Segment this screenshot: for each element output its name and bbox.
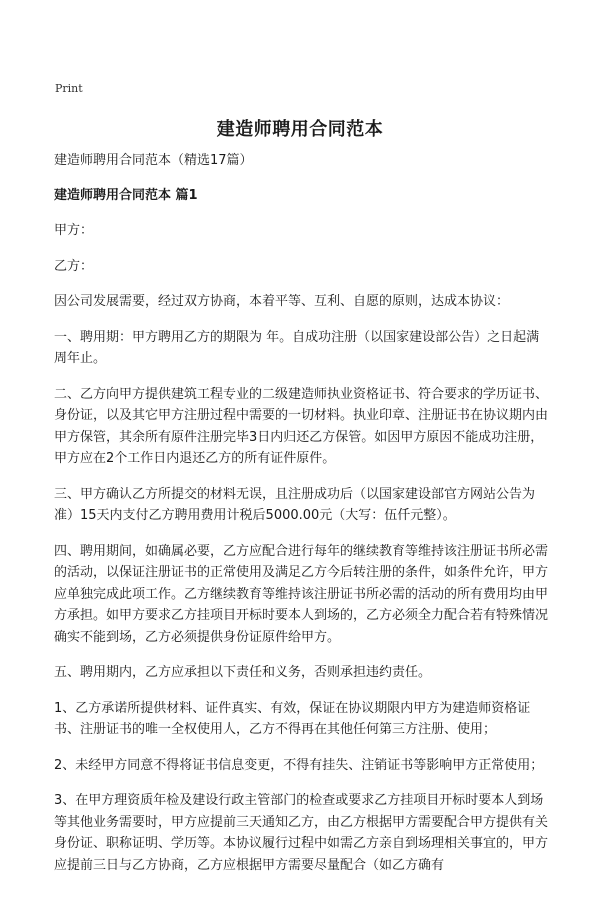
- clause-5-paragraph: 五、聘用期内，乙方应承担以下责任和义务，否则承担违约责任。: [54, 665, 432, 680]
- clause-4-paragraph: 四、聘用期间，如确属必要，乙方应配合进行每年的继续教育等维持该注册证书所必需的活动，以保证注册证书的正常使用及满足乙方今后转注册的条件，如条件允许，甲方应单独完成此项工作。乙方继续教育等维持该注册证书所必需的活动的所有费用均由甲方承担。如甲方要求乙方挂项目开标时要本人到场的，乙方必须全力配合若有特殊情况确实不能到场，乙方必须提供身份证原件给甲方。: [54, 543, 549, 645]
- party-b-line: 乙方：: [54, 258, 94, 274]
- print-label: Print: [55, 82, 83, 95]
- party-a-line: 甲方：: [54, 223, 94, 238]
- clause-2-paragraph: 二、乙方向甲方提供建筑工程专业的二级建造师执业资格证书、符合要求的学历证书、身份证，以及其它甲方注册过程中需要的一切材料。执业印章、注册证书在协议期内由甲方保管，其余所有原件注册完毕3日内归还乙方保管。如因甲方原因不能成功注册，甲方应在2个工作日内退还乙方的所有证件原件。: [54, 386, 549, 466]
- item-2-paragraph: 2、未经甲方同意不得将证书信息变更，不得有挂失、注销证书等影响甲方正常使用；: [54, 757, 544, 773]
- item-3-paragraph: 3、在甲方理资质年检及建设行政主管部门的检查或要求乙方挂项目开标时要本人到场等其他业务需要时，甲方应提前三天通知乙方，由乙方根据甲方需要配合甲方提供有关身份证、职称证明、学历等。本协议履行过程中如需乙方亲自到场理相关事宜的，甲方应提前三日与乙方协商，乙方应根据甲方需要尽量配合（如乙方确有: [54, 793, 549, 873]
- clause-3-paragraph: 三、甲方确认乙方所提交的材料无误，且注册成功后（以国家建设部官方网站公告为准）15天内支付乙方聘用费用计税后5000.00元（大写：伍仟元整）。: [54, 486, 536, 523]
- document-title: 建造师聘用合同范本: [216, 119, 384, 140]
- clause-1-paragraph: 一、聘用期：甲方聘用乙方的期限为 年。自成功注册（以国家建设部公告）之日起满 周年止。: [54, 329, 540, 366]
- item-1-paragraph: 1、乙方承诺所提供材料、证件真实、有效，保证在协议期限内甲方为建造师资格证书、注册证书的唯一全权使用人，乙方不得再在其他任何第三方注册、使用；: [54, 700, 531, 737]
- section-heading: 建造师聘用合同范本 篇1: [54, 187, 198, 203]
- document-subtitle: 建造师聘用合同范本（精选17篇）: [54, 153, 253, 168]
- intro-paragraph: 因公司发展需要，经过双方协商，本着平等、互利、自愿的原则，达成本协议：: [54, 294, 510, 309]
- document-body: [54, 150, 554, 890]
